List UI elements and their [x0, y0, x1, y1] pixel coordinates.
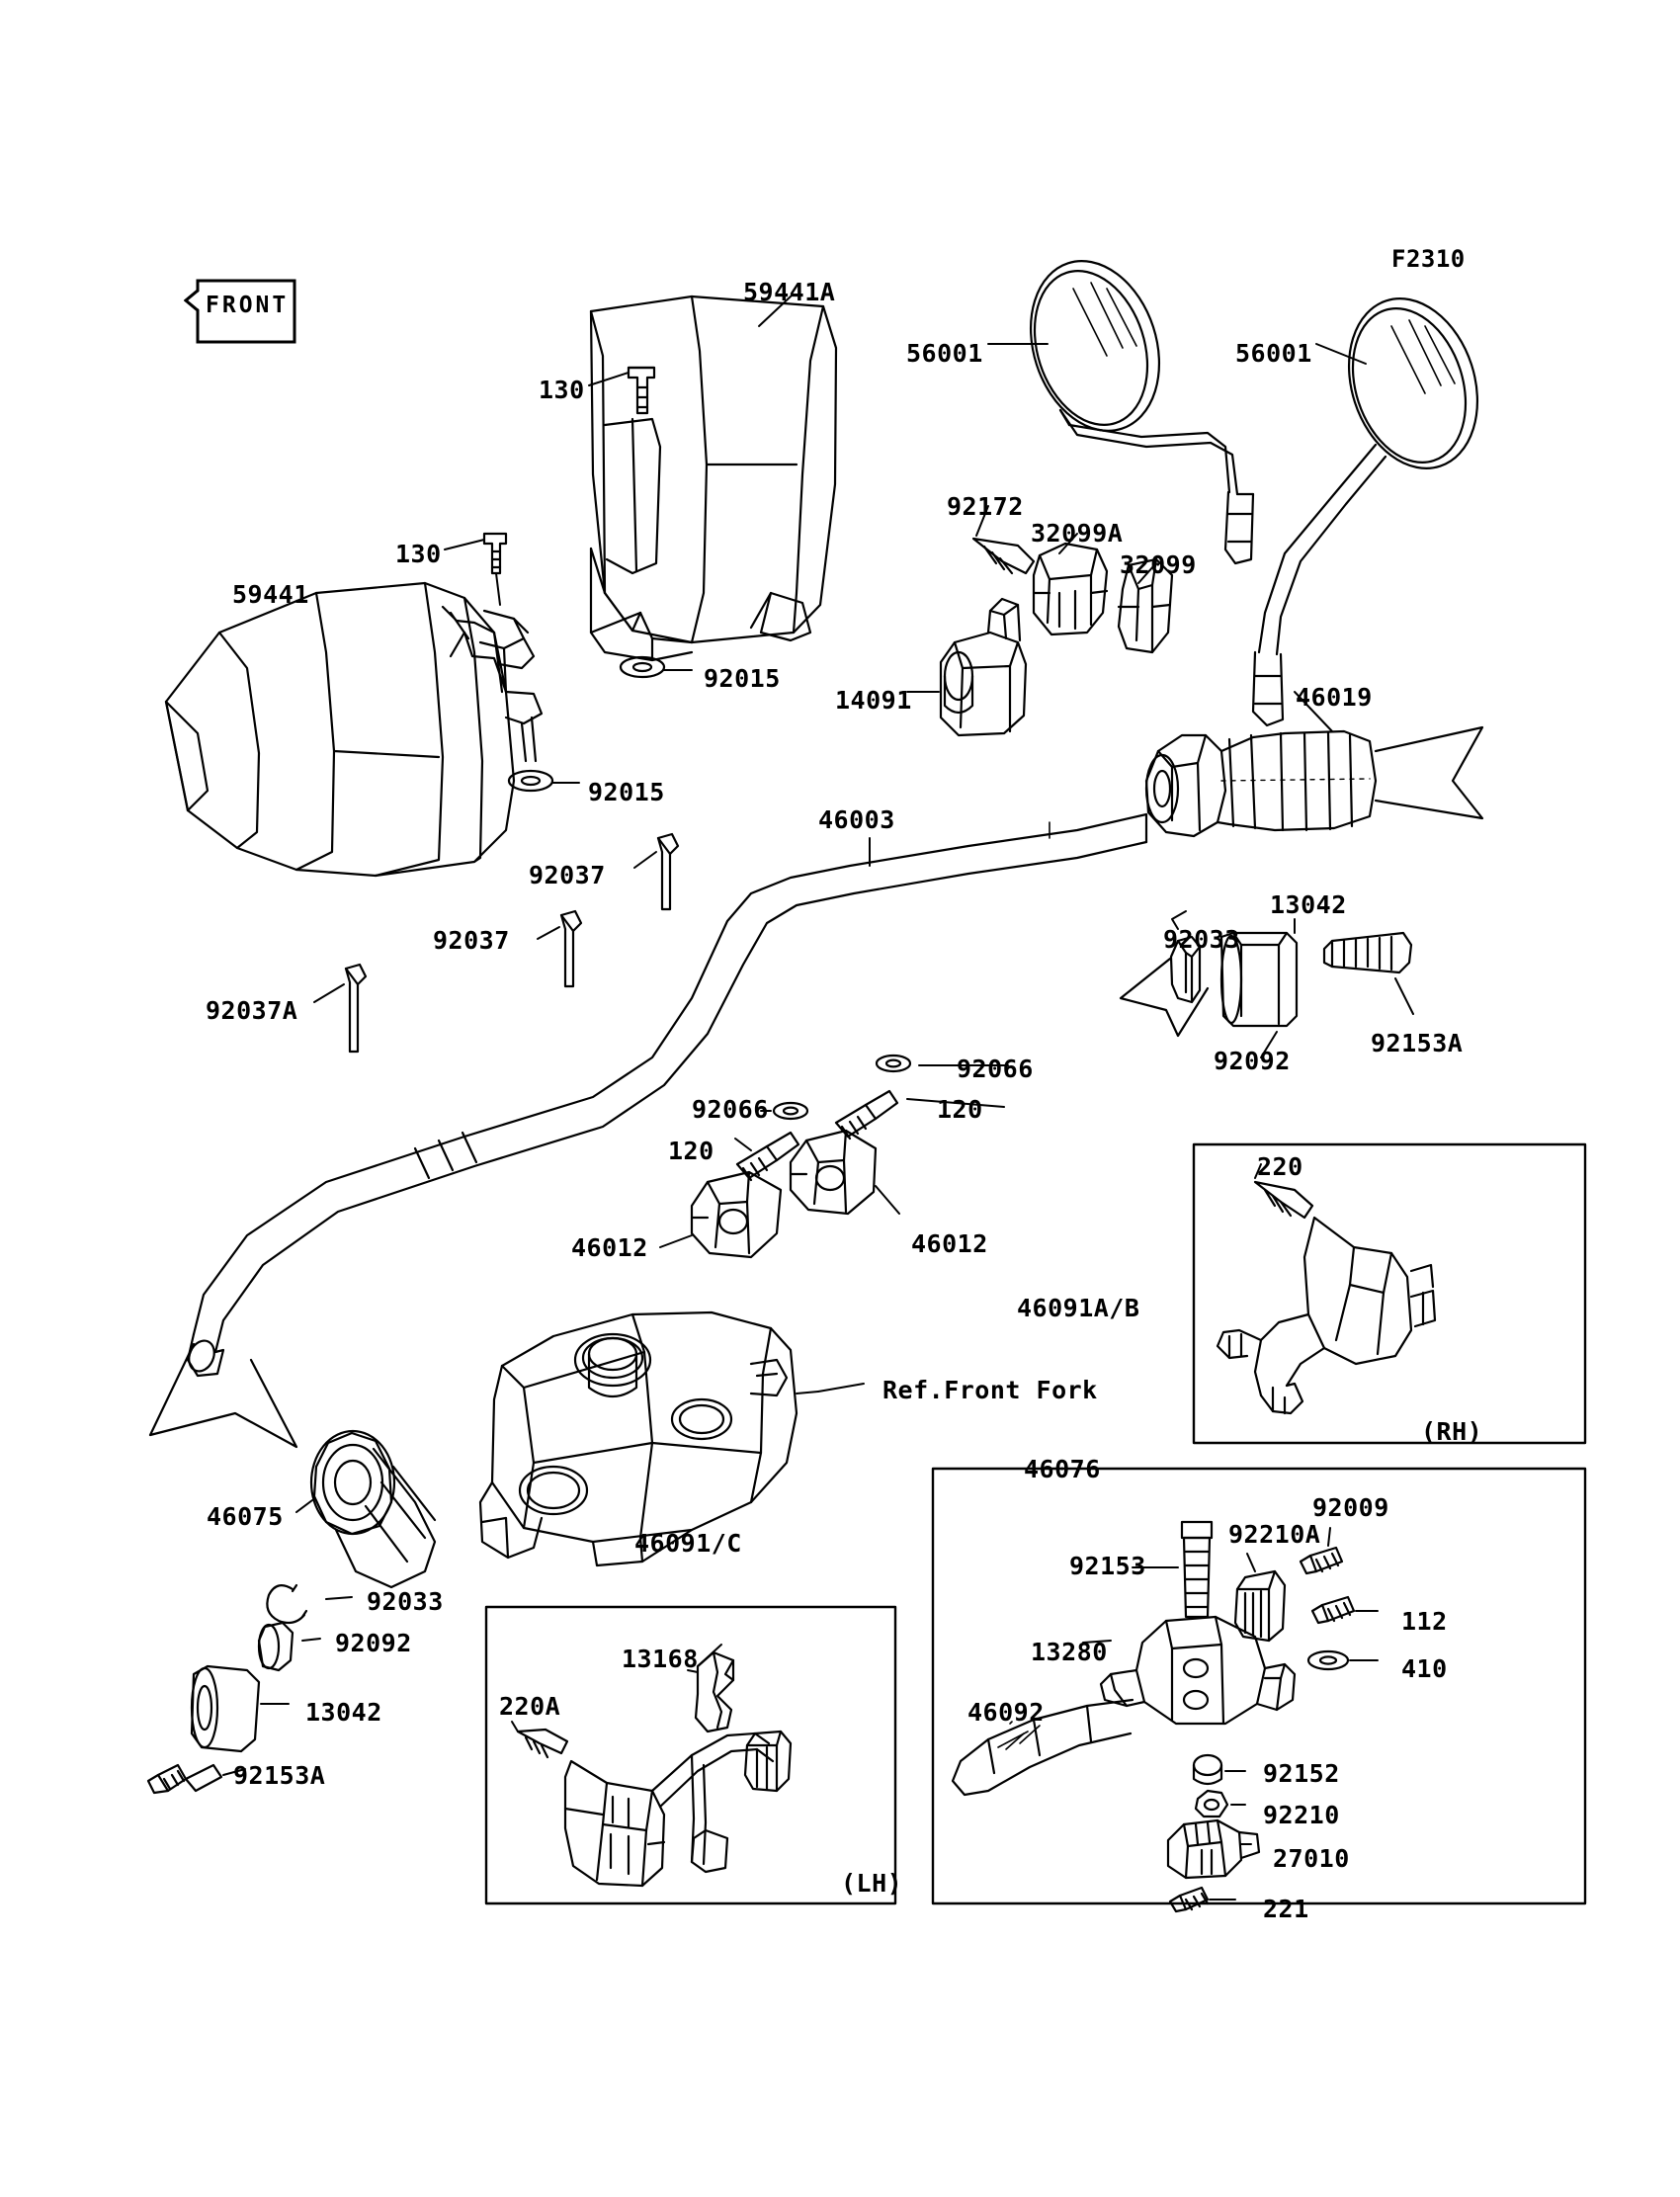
part-label-92037A: 92037A: [206, 996, 298, 1025]
part-label-46019: 46019: [1296, 683, 1373, 712]
part-label-130-top: 130: [539, 376, 585, 404]
inset-label-lh: (LH): [841, 1869, 903, 1898]
part-label-92037-a: 92037: [529, 861, 606, 889]
part-label-112: 112: [1401, 1607, 1448, 1636]
part-label-92009: 92009: [1312, 1493, 1389, 1522]
part-label-56001-left: 56001: [906, 339, 983, 368]
part-label-92092-right: 92092: [1214, 1047, 1291, 1075]
part-label-46091AB: 46091A/B: [1017, 1294, 1140, 1322]
part-label-92210: 92210: [1263, 1801, 1340, 1829]
part-label-92066-b: 92066: [692, 1095, 769, 1124]
inset-label-rh: (RH): [1421, 1417, 1483, 1446]
part-label-92015-upper: 92015: [704, 664, 781, 693]
part-label-14091: 14091: [835, 686, 912, 715]
front-arrow-marker: [184, 279, 298, 344]
part-label-220A: 220A: [499, 1692, 561, 1721]
part-label-92015-lower: 92015: [588, 778, 665, 806]
part-label-32099A: 32099A: [1031, 519, 1124, 548]
part-label-120-b: 120: [668, 1137, 714, 1165]
part-label-46092: 46092: [967, 1698, 1045, 1727]
part-label-92153A-left: 92153A: [233, 1761, 326, 1790]
part-label-92152: 92152: [1263, 1759, 1340, 1788]
part-label-59441: 59441: [232, 580, 309, 609]
part-label-46091C: 46091/C: [634, 1529, 742, 1558]
part-label-92210A: 92210A: [1228, 1520, 1321, 1549]
part-label-13042-right: 13042: [1270, 890, 1347, 919]
reference-front-fork: Ref.Front Fork: [882, 1376, 1098, 1404]
front-label: FRONT: [206, 293, 290, 318]
part-label-56001-right: 56001: [1235, 339, 1312, 368]
part-label-13042-left: 13042: [305, 1698, 382, 1727]
part-label-13168: 13168: [622, 1645, 699, 1673]
part-label-92153A-right: 92153A: [1371, 1029, 1464, 1057]
part-label-13280: 13280: [1031, 1638, 1108, 1666]
part-label-92033-left: 92033: [367, 1587, 444, 1616]
part-label-46076: 46076: [1024, 1455, 1101, 1483]
part-label-46003: 46003: [818, 805, 895, 834]
sheet-code: F2310: [1391, 245, 1466, 273]
part-label-32099: 32099: [1120, 550, 1197, 579]
part-label-92172: 92172: [947, 492, 1024, 521]
part-label-59441A: 59441A: [743, 278, 836, 306]
part-label-92092-left: 92092: [335, 1629, 412, 1657]
part-label-92033-right: 92033: [1163, 925, 1240, 954]
part-label-92037-b: 92037: [433, 926, 510, 955]
part-label-46012-right: 46012: [911, 1229, 988, 1258]
part-label-92066-a: 92066: [957, 1055, 1034, 1083]
part-label-220: 220: [1257, 1152, 1303, 1181]
part-label-46075: 46075: [207, 1502, 284, 1531]
part-label-410: 410: [1401, 1654, 1448, 1683]
part-label-221: 221: [1263, 1895, 1309, 1923]
part-label-130-left: 130: [395, 540, 442, 568]
part-label-27010: 27010: [1273, 1844, 1350, 1873]
part-label-46012-left: 46012: [571, 1233, 648, 1262]
part-label-120-a: 120: [937, 1095, 983, 1124]
part-label-92153: 92153: [1069, 1552, 1146, 1580]
